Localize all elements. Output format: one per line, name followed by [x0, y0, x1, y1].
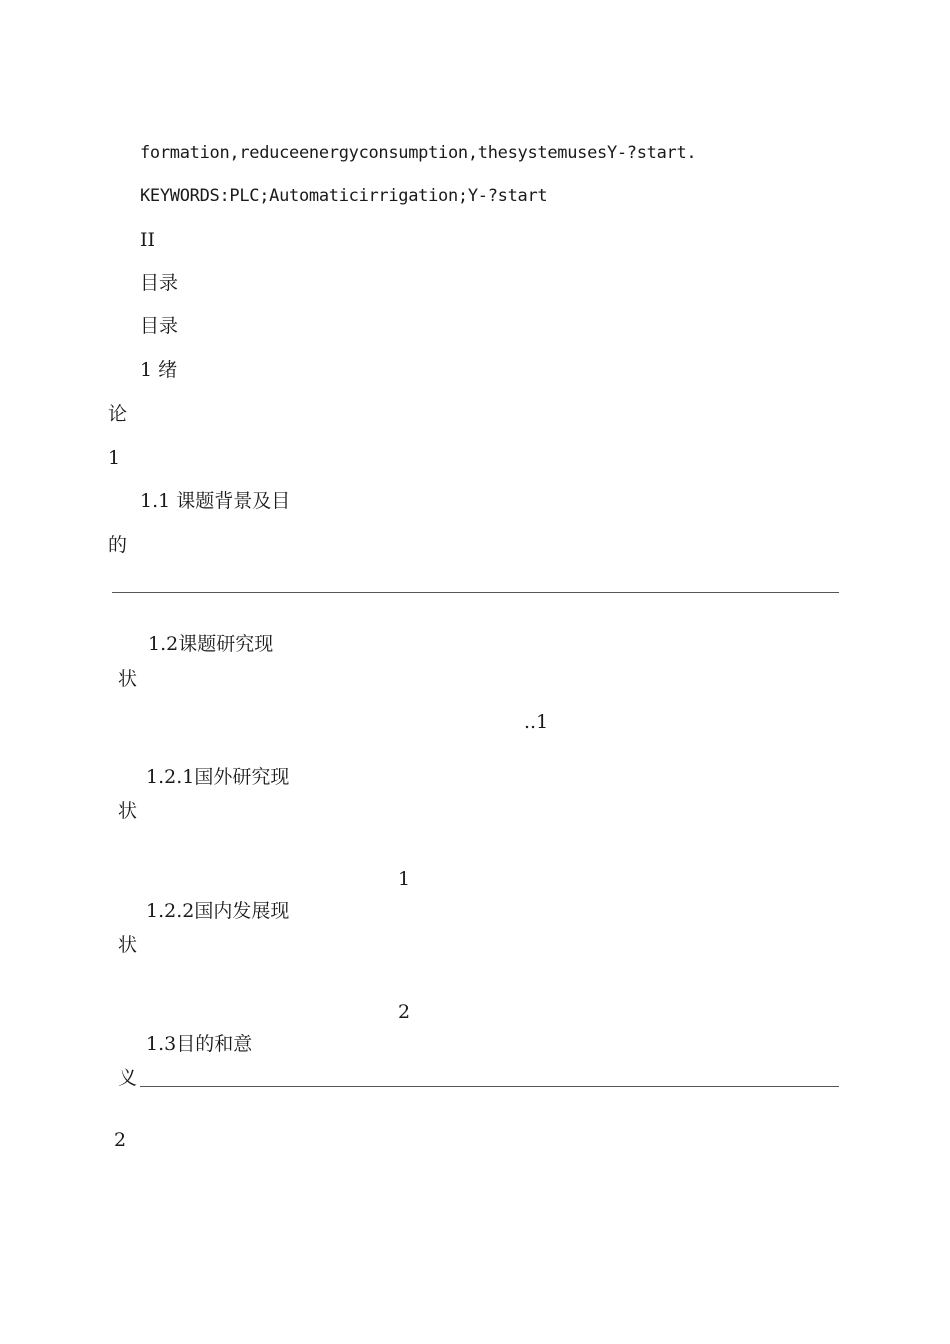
keywords-line: KEYWORDS:PLC;Automaticirrigation;Y-?start	[140, 186, 548, 206]
toc-entry-1-2-title-wrap: 状	[118, 668, 138, 690]
toc-entry-1-2-title: 1.2课题研究现	[148, 633, 274, 655]
toc-entry-1-2-1-title: 1.2.1国外研究现	[146, 766, 290, 788]
toc-leader-rule	[140, 1086, 839, 1087]
toc-entry-1-2-1-title-wrap: 状	[118, 800, 138, 822]
toc-entry-1-2-1-page: 1	[398, 868, 411, 890]
toc-heading: 目录	[140, 272, 179, 294]
abstract-tail-text: formation,reduceenergyconsumption,thesystemusesY-?start.	[140, 143, 697, 163]
toc-entry-ch1-title-wrap: 论	[108, 403, 128, 425]
toc-entry-1-1-title: 1.1 课题背景及目	[140, 490, 291, 512]
toc-entry-1-3-title-wrap: 义	[118, 1067, 138, 1089]
toc-entry-ch1-page: 1	[108, 447, 121, 469]
toc-leader-rule	[112, 592, 839, 593]
toc-entry-1-1-title-wrap: 的	[108, 534, 128, 556]
toc-heading-repeat: 目录	[140, 315, 179, 337]
toc-entry-1-3-title: 1.3目的和意	[146, 1033, 253, 1055]
toc-entry-1-3-page: 2	[114, 1129, 127, 1151]
toc-entry-1-2-2-title: 1.2.2国内发展现	[146, 900, 290, 922]
toc-entry-1-2-2-page: 2	[398, 1001, 411, 1023]
page-number: II	[140, 229, 156, 251]
toc-entry-1-2-2-title-wrap: 状	[118, 934, 138, 956]
toc-entry-ch1-title: 1 绪	[140, 359, 178, 381]
toc-entry-1-2-page: ..1	[524, 711, 549, 733]
